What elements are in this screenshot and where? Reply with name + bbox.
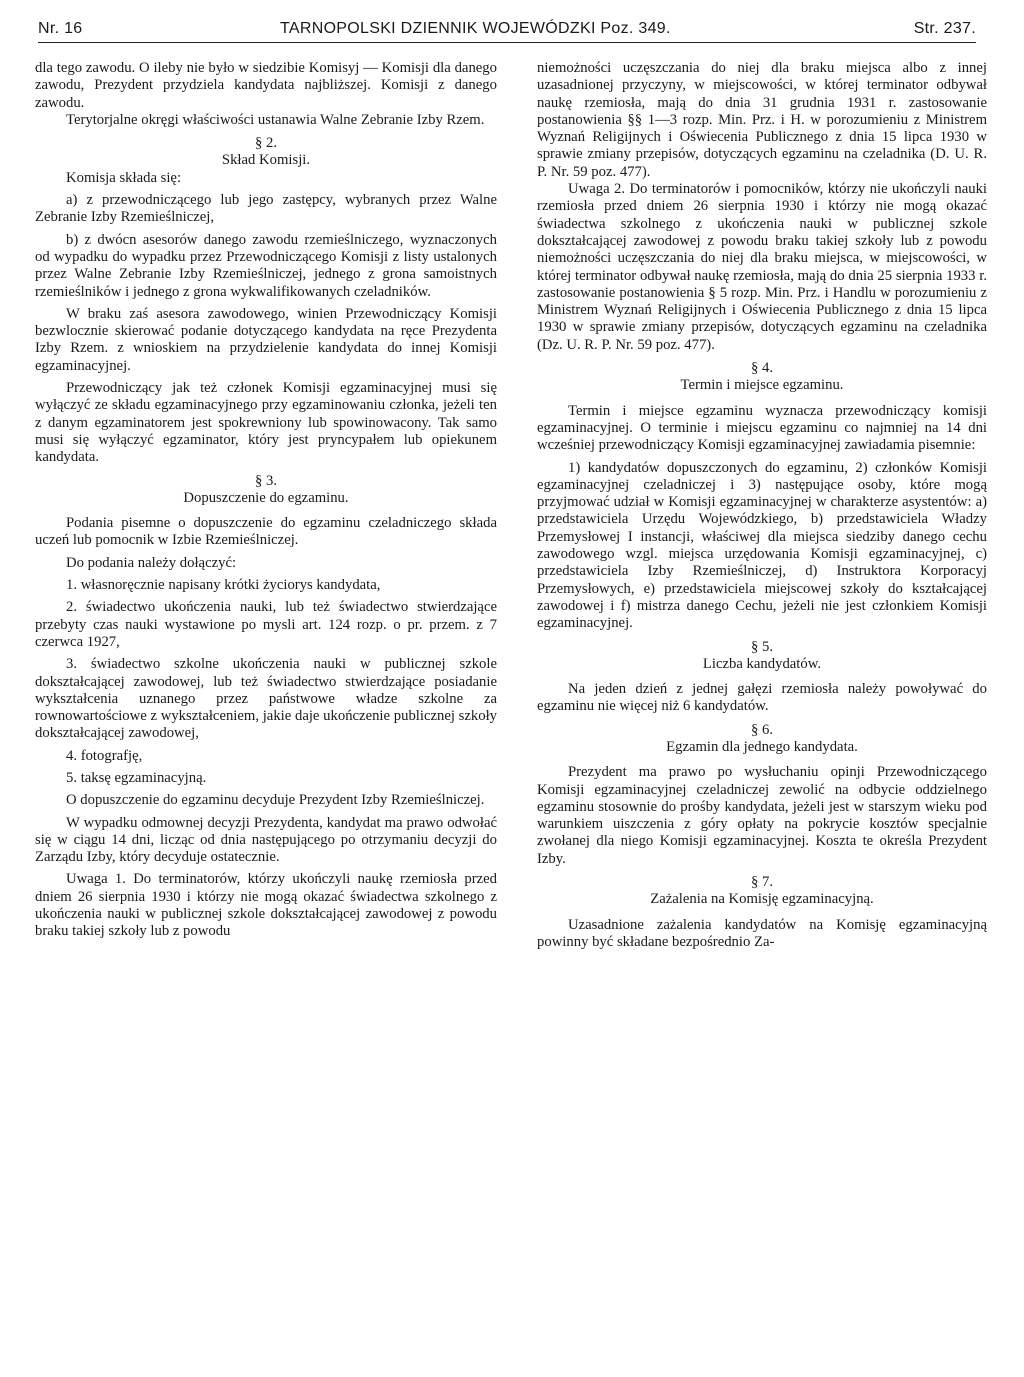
- section-number: § 5.: [750, 638, 774, 655]
- section-number: § 2.: [254, 135, 278, 152]
- paragraph: O dopuszczenie do egzaminu decyduje Prezydent Izby Rzemieślniczej.: [66, 792, 485, 809]
- section-number: § 3.: [254, 472, 278, 489]
- paragraph: Na jeden dzień z jednej gałęzi rzemiosła należy powoływać do egzaminu nie więcej niż 6 kandydatów.: [537, 681, 987, 715]
- list-item: 2. świadectwo ukończenia nauki, lub też świadectwo stwierdzające przebyty czas nauki wystawione po mysli art. 124 rozp. o pr. przem. z 7 czerwca 1927,: [35, 599, 497, 650]
- paragraph: Termin i miejsce egzaminu wyznacza przewodniczący komisji egzaminacyjnej. O terminie i miejscu egzaminu co najmniej na 14 dni wcześniej przewodniczący Komisji egzaminacyjnej zawiadamia pisemnie:: [537, 402, 987, 454]
- paragraph: a) z przewodniczącego lub jego zastępcy, wybranych przez Walne Zebranie Izby Rzemieślniczej,: [35, 192, 497, 226]
- list-item: 1. własnoręcznie napisany krótki życiorys kandydata,: [66, 577, 381, 594]
- paragraph: dla tego zawodu. O ileby nie było w siedzibie Komisyj — Komisji dla danego zawodu, Prezydent przydziela kandydata najbliższej. Komisji z danego zawodu.: [35, 60, 497, 111]
- section-title: Liczba kandydatów.: [702, 655, 822, 672]
- list-item: 4. fotografję,: [66, 747, 143, 764]
- section-title: Zażalenia na Komisję egzaminacyjną.: [650, 891, 874, 908]
- paragraph: Terytorjalne okręgi właściwości ustanawia Walne Zebranie Izby Rzem.: [66, 111, 485, 128]
- paragraph: b) z dwócn asesorów danego zawodu rzemieślniczego, wyznaczonych od wypadku do wypadku przez Przewodniczącego Komisji z listy ustalonych przez Walne Zebranie Izby Rzemieślniczej, jednego z grona samoistnych rzemieślników i jednego z grona wykwalifikowanych czeladników.: [35, 231, 497, 300]
- section-number: § 4.: [750, 360, 774, 377]
- paragraph: Podania pisemne o dopuszczenie do egzaminu czeladniczego składa uczeń lub pomocnik w Izbie Rzemieślniczej.: [35, 515, 497, 549]
- paragraph: 1) kandydatów dopuszczonych do egzaminu, 2) członków Komisji egzaminacyjnej czeladniczej i 3) następujące osoby, które mogą przyjmować udział w Komisji egzaminacyjnej w charakterze asystentów: a) przedstawiciela Urzędu Wojewódzkiego, b) przedstawiciela Władzy Przemysłowej I instancji, właściwej dla miejsca siedziby danego cechu zawodowego wzgl. miejsca urzędowania Komisji egzaminacyjnej, c) przedstawiciela Izby Rzemieślniczej, d) Instruktora Korporacyj Przemysłowych, e) przedstawiciela miejscowej szkoły do kształcającej zawodowej i f) mistrza danego Cechu, jeżeli nie jest członkiem Komisji egzaminacyjnej.: [537, 459, 987, 632]
- paragraph: W wypadku odmownej decyzji Prezydenta, kandydat ma prawo odwołać się w ciągu 14 dni, licząc od dnia następującego po otrzymaniu decyzji do Zarządu Izby, który decyduje ostatecznie.: [35, 814, 497, 866]
- issue-number: Nr. 16: [38, 20, 83, 37]
- section-title: Termin i miejsce egzaminu.: [680, 377, 844, 394]
- paragraph: Uwaga 2. Do terminatorów i pomocników, którzy nie ukończyli nauki rzemiosła przed dniem 26 sierpnia 1930 i którzy nie mogą okazać świadectwa szkolnego z ukończenia nauki w publicznej szkole dokształcającej zawodowej z powodu braku takiej szkoły lub z powodu niemożności uczęszczania do niej dla braku miejsca, w miejscowości, w której terminator odbywał naukę rzemiosła, mają do dnia 25 sierpnia 1933 r. zastosowanie postanowienia § 5 rozp. Min. Prz. i Handlu w porozumieniu z Ministrem Wyznań Religijnych i Oświecenia Publicznego z dnia 15 lipca 1930 w sprawie zmiany przepisów, dotyczących egzaminu na czeladnika (Dz. U. R. P. Nr. 59 poz. 477).: [537, 181, 987, 353]
- left-column: [35, 60, 497, 941]
- paragraph: Komisja składa się:: [66, 169, 182, 186]
- page-number: Str. 237.: [913, 20, 976, 37]
- paragraph: Uzasadnione zażalenia kandydatów na Komisję egzaminacyjną powinny być składane bezpośrednio Za-: [537, 916, 987, 950]
- paragraph: W braku zaś asesora zawodowego, winien Przewodniczący Komisji bezwlocznie skierować podanie dotyczącego kandydata na ręce Prezydenta Izby Rzem. z wnioskiem na przydzielenie kandydata do innej Komisji egzaminacyjnej.: [35, 305, 497, 374]
- section-number: § 7.: [750, 874, 774, 891]
- paragraph: Przewodniczący jak też członek Komisji egzaminacyjnej musi się wyłączyć ze składu egzaminacyjnego przy egzaminowaniu członka, jeżeli ten z danym egzaminatorem jest spokrewniony lub spowinowacony. Tak samo musi się wyłączyć egzaminator, który jest pryncypałem lub opiekunem kandydata.: [35, 380, 497, 466]
- header-rule: [38, 42, 976, 43]
- list-item: 5. taksę egzaminacyjną.: [66, 769, 207, 786]
- paragraph: Do podania należy dołączyć:: [66, 554, 237, 571]
- section-number: § 6.: [750, 721, 774, 738]
- paragraph: Prezydent ma prawo po wysłuchaniu opinji Przewodniczącego Komisji egzaminacyjnej czeladniczej zewolić na odbycie oddzielnego egzaminu stosownie do prośby kandydata, jeżeli jest w starszym wieku pod warunkiem uiszczenia z góry opłaty na pokrycie kosztów specjalnie zwołanej dla niego Komisji egzaminacyjnej. Koszta te określa Prezydent Izby.: [537, 764, 987, 867]
- paragraph: Uwaga 1. Do terminatorów, którzy ukończyli naukę rzemiosła przed dniem 26 sierpnia 1930 i którzy nie mogą okazać świadectwa szkolnego z ukończenia nauki w publicznej szkole dokształcającej zawodowej z powodu braku takiej szkoły lub z powodu: [35, 871, 497, 940]
- section-title: Skład Komisji.: [221, 152, 311, 169]
- running-header: [38, 20, 976, 42]
- section-title: Egzamin dla jednego kandydata.: [666, 738, 858, 755]
- journal-title: TARNOPOLSKI DZIENNIK WOJEWÓDZKI Poz. 349.: [280, 20, 671, 37]
- list-item: 3. świadectwo szkolne ukończenia nauki w publicznej szkole dokształcającej zawodowej, lub też świadectwo stwierdzające posiadanie wykształcenia uznanego przez państwowe władze szkolne za rownowartościowe z wykształceniem, jakie daje ukończenie publicznej szkoły dokształcającej zawodowej,: [35, 656, 497, 742]
- section-title: Dopuszczenie do egzaminu.: [183, 489, 349, 506]
- paragraph: niemożności uczęszczania do niej dla braku miejsca albo z innej uzasadnionej przyczyny, w miejscowości, w której terminator odbywał naukę rzemiosła, mają do dnia 31 grudnia 1931 r. zastosowanie postanowienia §§ 1—3 rozp. Min. Prz. i H. w porozumieniu z Ministrem Wyznań Religijnych i Oświecenia Publicznego z dnia 15 lipca 1930 w sprawie zmiany przepisów, dotyczących egzaminu na czeladnika (D. U. R. P. Nr. 59 poz. 477).: [537, 60, 987, 180]
- right-column: [537, 60, 987, 951]
